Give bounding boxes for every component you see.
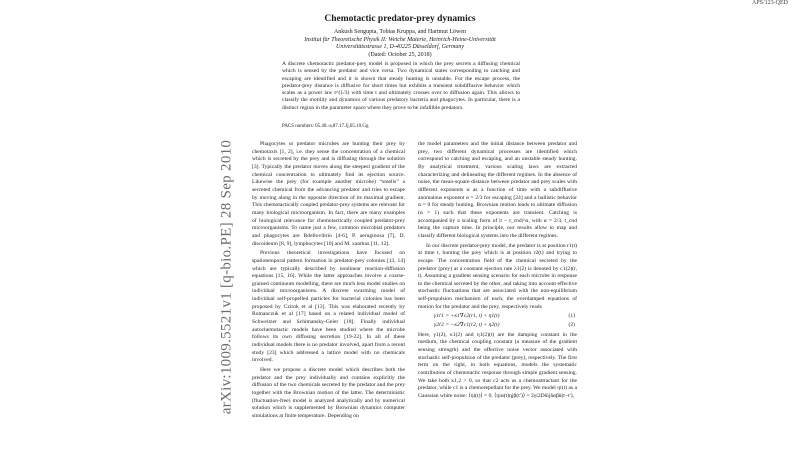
preprint-id: APS/123-QED bbox=[751, 0, 788, 6]
arxiv-stamp: arXiv:1009.5521v1 [q-bio.PE] 28 Sep 2010 bbox=[218, 139, 235, 415]
institution-line-1: Institut für Theoretische Physik II: Weiche Materie, Heinrich-Heine-Universität bbox=[304, 36, 496, 43]
paper-title: Chemotactic predator-prey dynamics bbox=[324, 14, 476, 24]
equation-2-text: γ2ṙ2 = −κ2∇c1(r2, t) + η2(t) bbox=[434, 322, 500, 329]
institution-line-2: Universitätsstrasse 1, D-40225 Düsseldorf, Germany bbox=[336, 44, 464, 51]
equation-1 bbox=[418, 313, 577, 321]
right-paragraph-3: Here, γ1(2), κ1(2) and η1(2)(t) are the damping constant in the medium, the chemical coupling constant (a measure of the gradient sensing strength) and the effective noise vector associated with stochastic self-propulsion of the predator (prey), respectively. The first term on the right, in both equations, models the systematic contribution of chemotactic response through simple gradient sensing. We take both κ1,2 > 0, so that c2 acts as a chemoattractant for the predator, while c1 is a chemorepellant for the prey. We model ηi(t) as a Gaussian white noise: ⟨ηi(t)⟩ = 0, ⟨ηiα(t)ηjβ(t′)⟩ = 2γi2Dδijδαβδ(t−t′), bbox=[418, 331, 577, 399]
right-paragraph-1: the model parameters and the initial distance between predator and prey, two different dynamical processes are identified which correspond to catching and escaping, and an unstable steady hunting. By analytical treatment, various scaling laws are extracted characterizing and delineating the different regimes. In the absence of noise, the mean-square distance between predator and prey scales with different exponents α as a function of time with a subdiffusive anomalous exponent α = 2/3 for escaping [24] and a ballistic behavior α = 0 for steady hunting. Brownian motion leads to ultimate diffusion (α = 1) such that these exponents are transient. Catching is accompanied by a scaling form of |t − t_cnd|^α, with α = 2/3, t_cnd being the capture time. In principle, our results allow to map and classify different biological systems into the different regimes. bbox=[418, 141, 577, 239]
right-paragraph-2: In our discrete predator-prey model, the predator is at position r1(t) at time t, hunting the prey which is at position r2(t) and trying to escape. The concentration field of the chemical secreted by the predator (prey) at a constant ejection rate λ1(2) is denoted by c1(2)(r, t). Assuming a gradient sensing scenario for each microbe in response to the chemical secreted by the other, and taking into account effective stochastic fluctuations that are associated with the non-equilibrium self-propulsion mechanism of each, the overdamped equations of motion for the predator and the prey, respectively reads bbox=[418, 242, 577, 310]
author-block bbox=[0, 29, 800, 59]
pacs-numbers: PACS numbers: 05.40.-a,87.17.Jj,05.10.Gg bbox=[282, 124, 369, 129]
equation-1-number: (1) bbox=[568, 313, 575, 320]
right-column bbox=[418, 141, 577, 403]
left-column bbox=[252, 141, 405, 423]
left-paragraph-2: Previous theoretical investigations have focused on spatiotemporal pattern formation in predator-prey colonies [13, 14] which are typically described by nonlinear reaction-diffusion equations [15, 16]. While the latter approaches involve a coarse-grained continuum modelling, there are much less model studies on individual microorganisms. A discrete swarming model of individual self-propelled particles for bacterial colonies has been proposed by Czirok et al [13]. This was elaborated recently by Romanczuk et al [17] based on a related individual model of Schweitzer and Schimansky-Geier [18]. Finally individual autochemotactic models have been studied where the microbe follows its own diffusing secretion [19-22]. In all of these individual models there is no predator involved, apart from a recent study [23] which addressed a lattice model with no chemicals involved. bbox=[252, 250, 405, 364]
dated-line: (Dated: October 25, 2018) bbox=[368, 51, 432, 58]
equation-2 bbox=[418, 322, 577, 330]
equation-block bbox=[418, 313, 577, 329]
author-list: Ankush Sengupta, Tobias Kruppa, and Hartmut Löwen bbox=[333, 29, 467, 35]
left-paragraph-3: Here we propose a discrete model which describes both the predator and the prey individually and contains explicitly the diffusion of the two chemicals secreted by the predator and the prey together with the Brownian motion of the latter. The deterministic (fluctuation-free) model is analyzed analytically and by numerical solution which is supplemented by Brownian dynamics computer simulations at finite temperature. Depending on bbox=[252, 367, 405, 419]
left-paragraph-1: Phagocytes or predator microbes are hunting their prey by chemotaxis [1, 2], i.e. they sense the concentration of a chemical which is secreted by the prey and is diffusing through the solution [3]. Typically the predator moves along the steepest gradient of the chemical concentration to ultimately find its ejection source. Likewise the prey (for example another microbe) “smells” a secreted chemical from the advancing predator and tries to escape by moving along in the opposite direction of its maximal gradient. This chemotactically coupled predator-prey systems are relevant for many biological microorganism. In fact, there are many examples of biological relevance for chemotactically coupled predator-prey microorganisms. To name just a few, common microbial predators and phagocytes are Bdellovibrio [4-6], P. aeruginosa [7], D. discoideum [8, 9], lymphocytes [10] and M. xanthus [11, 12]. bbox=[252, 141, 405, 247]
equation-2-number: (2) bbox=[568, 322, 575, 329]
abstract: A discrete chemotactic predator-prey model is proposed in which the prey secrets a diffusing chemical which is sensed by the predator and vice versa. Two dynamical states corresponding to catching and escaping are identified and it is shown that steady hunting is unstable. For the escape process, the predator-prey distance is diffusive for short times but exhibits a transient subdiffusive behavior which scales as a power law t^(1/3) with time t and ultimately crosses over to diffusion again. This allows to classify the motility and dynamics of various predatory bacteria and phagocytes. In particular, there is a distinct region in the parameter space where they prove to be infallible predators. bbox=[282, 61, 520, 111]
equation-1-text: γ1ṙ1 = +κ1∇c2(r1, t) + η1(t) bbox=[434, 313, 500, 320]
